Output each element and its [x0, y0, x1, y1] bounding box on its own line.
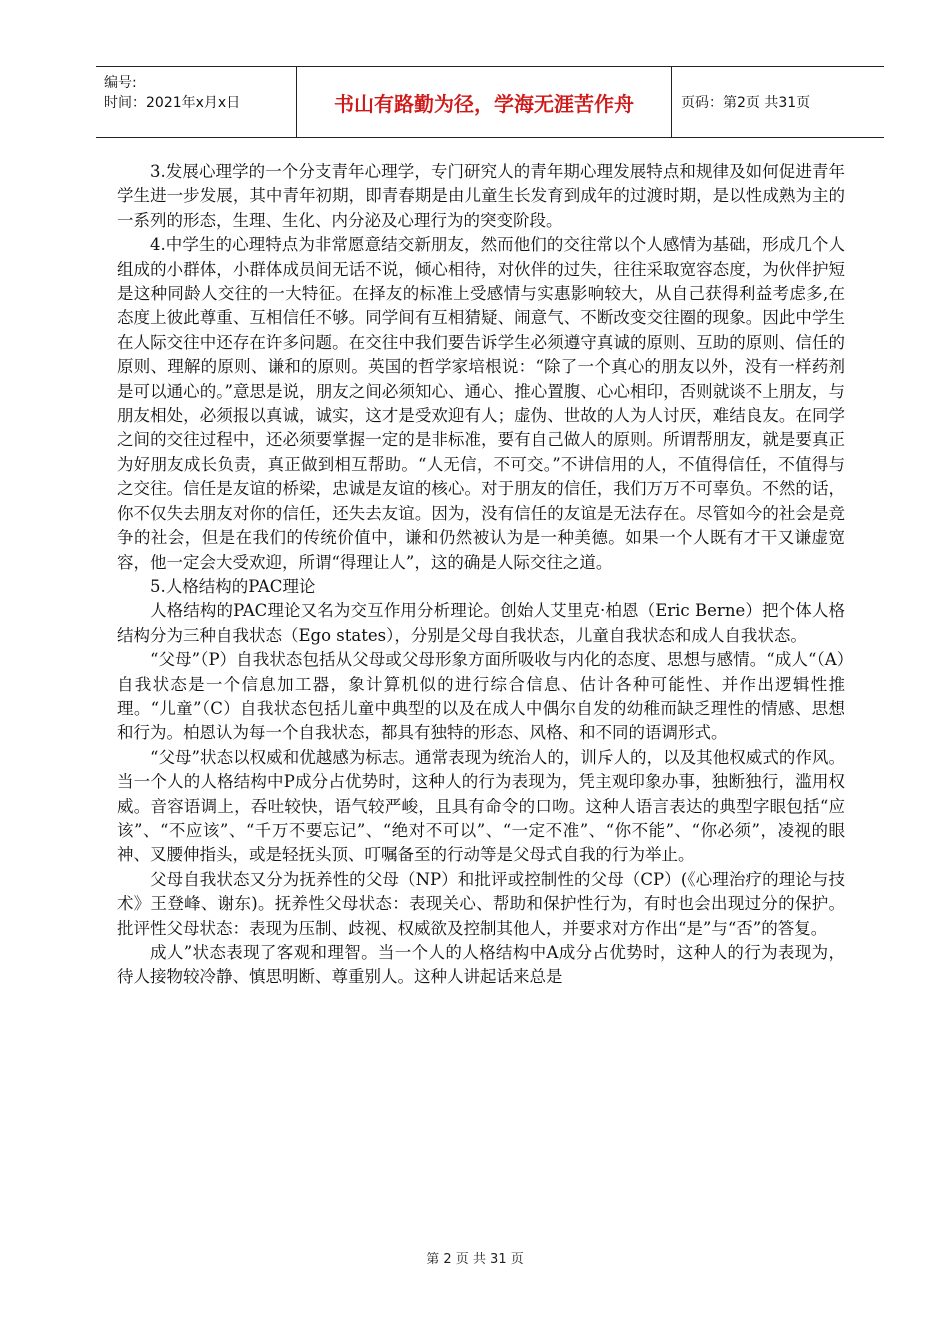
page-header — [96, 66, 884, 138]
document-time-label: 时间：2021年x月x日 — [104, 95, 241, 111]
header-page-number: 页码：第2页 共31页 — [681, 95, 811, 111]
paragraph: “父母”（P）自我状态包括从父母或父母形象方面所吸收与内化的态度、思想与感情。“成人“（A）自我状态是一个信息加工器，象计算机似的进行综合信息、估计各种可能性、并作出逻辑性推理。“儿童”（C）自我状态包括儿童中典型的以及在成人中偶尔自发的幼稚而缺乏理性的情感、思想和行为。柏恩认为每一个自我状态，都具有独特的形态、风格、和不同的语调形式。 — [117, 650, 845, 743]
document-number-label: 编号: — [104, 75, 137, 91]
document-body — [117, 160, 845, 990]
paragraph: 成人”状态表现了客观和理智。当一个人的人格结构中A成分占优势时，这种人的行为表现为，待人接物较冷静、慎思明断、尊重别人。这种人讲起话来总是 — [117, 943, 845, 987]
section-heading: 5.人格结构的PAC理论 — [150, 576, 316, 596]
header-meta-cell — [96, 67, 297, 137]
paragraph: 4.中学生的心理特点为非常愿意结交新朋友，然而他们的交往常以个人感情为基础，形成几个人组成的小群体，小群体成员间无话不说，倾心相待，对伙伴的过失，往往采取宽容态度，为伙伴护短是这种同龄人交往的一大特征。在择友的标准上受感情与实惠影响较大，从自己获得利益考虑多,在态度上彼此尊重、互相信任不够。同学间有互相猜疑、闹意气、不断改变交往圈的现象。因此中学生在人际交往中还存在许多问题。在交往中我们要告诉学生必须遵守真诚的原则、互助的原则、信任的原则、理解的原则、谦和的原则。英国的哲学家培根说：“除了一个真心的朋友以外，没有一样药剂是可以通心的。”意思是说，朋友之间必须知心、通心、推心置腹、心心相印，否则就谈不上朋友，与朋友相处，必须报以真诚，诚实，这才是受欢迎有人；虚伪、世故的人为人讨厌，难结良友。在同学之间的交往过程中，还必须要掌握一定的是非标准，要有自己做人的原则。所谓帮朋友，就是要真正为好朋友成长负责，真正做到相互帮助。“人无信，不可交。”不讲信用的人，不值得信任，不值得与之交往。信任是友谊的桥梁，忠诚是友谊的核心。对于朋友的信任，我们万万不可辜负。不然的话，你不仅失去朋友对你的信任，还失去友谊。因为，没有信任的友谊是无法存在。尽管如今的社会是竞争的社会，但是在我们的传统价值中，谦和仍然被认为是一种美德。如果一个人既有才干又谦虚宽容，他一定会大受欢迎，所谓“得理让人”，这的确是人际交往之道。 — [117, 235, 845, 572]
page-footer: 第 2 页 共 31 页 — [426, 1252, 524, 1267]
paragraph: “父母”状态以权威和优越感为标志。通常表现为统治人的，训斥人的，以及其他权威式的作风。当一个人的人格结构中P成分占优势时，这种人的行为表现为，凭主观印象办事，独断独行，滥用权威。音容语调上，吞吐较快，语气较严峻，且具有命令的口吻。这种人语言表达的典型字眼包括“应该”、“不应该”、“千万不要忘记”、“绝对不可以”、“一定不准”、“你不能”、“你必须”，凌视的眼神、叉腰伸指头，或是轻抚头顶、叮嘱备至的行动等是父母式自我的行为举止。 — [117, 747, 845, 865]
header-motto: 书山有路勤为径，学海无涯苦作舟 — [297, 67, 672, 137]
paragraph: 3.发展心理学的一个分支青年心理学，专门研究人的青年期心理发展特点和规律及如何促进青年学生进一步发展，其中青年初期，即青春期是由儿童生长发育到成年的过渡时期，是以性成熟为主的一系列的形态，生理、生化、内分泌及心理行为的突变阶段。 — [117, 162, 845, 230]
paragraph: 人格结构的PAC理论又名为交互作用分析理论。创始人艾里克·柏恩（Eric Berne）把个体人格结构分为三种自我状态（Ego states），分别是父母自我状态，儿童自我状态和成人自我状态。 — [117, 601, 845, 645]
paragraph: 父母自我状态又分为抚养性的父母（NP）和批评或控制性的父母（CP）(《心理治疗的理论与技术》王登峰、谢东)。抚养性父母状态：表现关心、帮助和保护性行为，有时也会出现过分的保护。批评性父母状态：表现为压制、歧视、权威欲及控制其他人，并要求对方作出“是”与“否”的答复。 — [117, 869, 845, 938]
